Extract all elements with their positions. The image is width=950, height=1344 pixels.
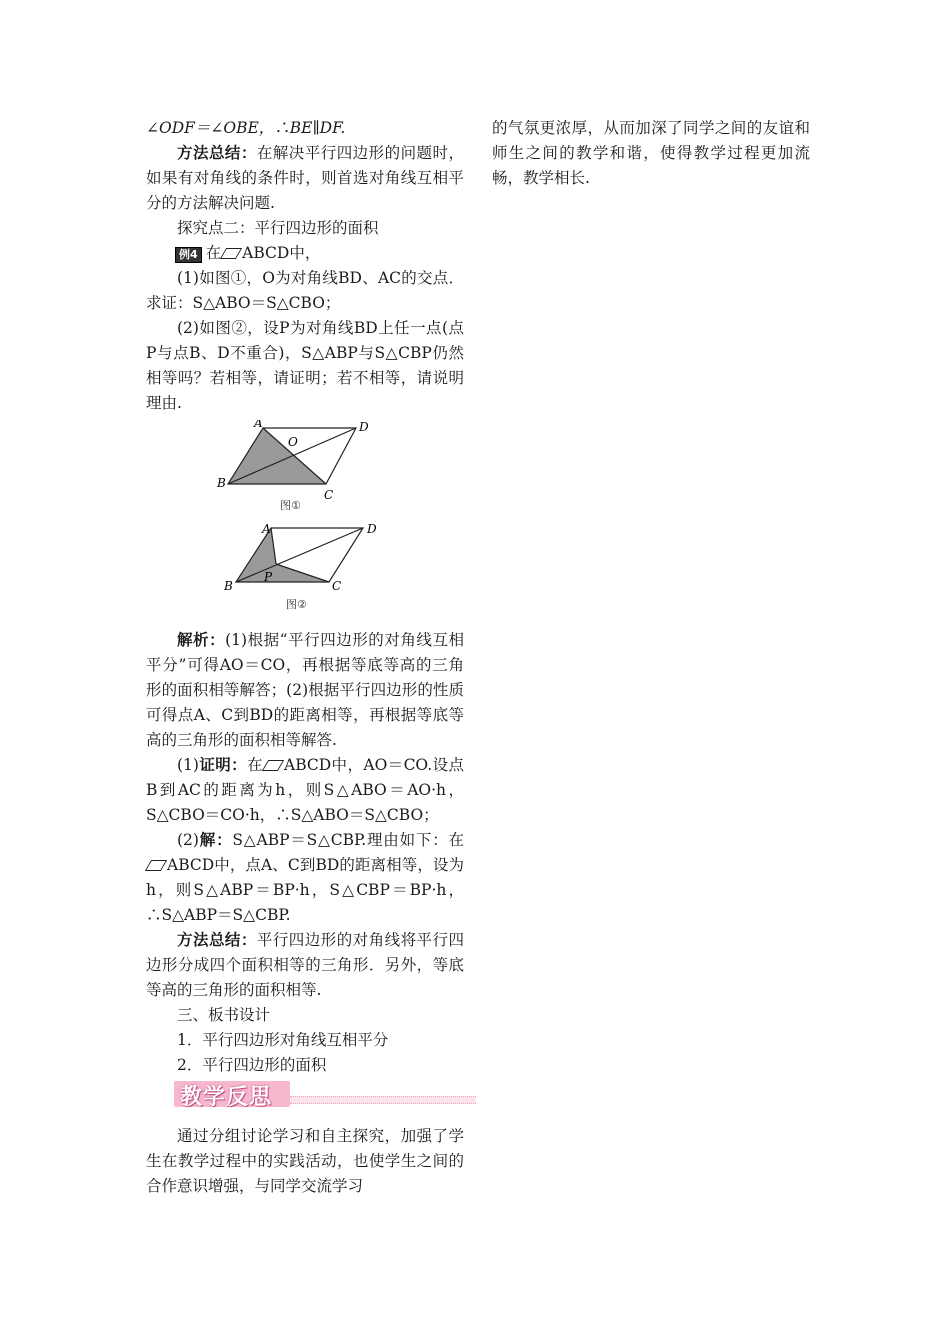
- figure-1: [146, 420, 464, 520]
- shaded-triangle-abc: [228, 428, 326, 484]
- label-b: B: [224, 579, 233, 593]
- reflection-banner: [146, 1080, 464, 1110]
- reflection-text: 通过分组讨论学习和自主探究，加强了学生在教学过程中的实践活动，也使学生之间的合作意识增强，与同学交流学习: [146, 1127, 464, 1195]
- method-text-2: 平行四边形的对角线将平行四边形分成四个面积相等的三角形．另外，等底等高的三角形的面积相等.: [146, 931, 464, 999]
- question-2: (2)如图②，设P为对角线BD上任一点(点P与点B、D不重合)，S△ABP与S△CBP仍然相等吗？若相等，请证明；若不相等，请说明理由.: [146, 319, 464, 412]
- section-heading: 探究点二：平行四边形的面积: [177, 219, 379, 237]
- solution-num: (2): [177, 831, 199, 849]
- example-badge: 例4: [175, 247, 202, 263]
- question-1: (1)如图①，O为对角线BD、AC的交点．求证：S△ABO＝S△CBO；: [146, 269, 464, 312]
- method-label-2: 方法总结：: [177, 931, 257, 949]
- solution-text-1: S△ABP＝S△CBP.理由如下：在: [232, 831, 464, 849]
- figure-2-diagram: [146, 524, 464, 620]
- banner-dots: [290, 1096, 476, 1104]
- proof-label: 证明：: [198, 756, 248, 774]
- right-column: [492, 116, 810, 191]
- proof-text: ABCD中，AO＝CO.设点B到AC的距离为h，则S△ABO＝AO·h，S△CBO＝CO·h，∴S△ABO＝S△CBO；: [146, 756, 464, 824]
- figure-2-caption: 图②: [286, 598, 307, 611]
- section-3-heading: 三、板书设计: [177, 1006, 271, 1024]
- solution-label: 解：: [198, 831, 233, 849]
- method-text: 在解决平行四边形的问题时，如果有对角线的条件时，则首选对角线互相平分的方法解决问题.: [146, 144, 464, 212]
- text-line: ∠ODF＝∠OBE，∴BE∥DF.: [146, 119, 346, 137]
- board-item-2: 2．平行四边形的面积: [177, 1056, 327, 1074]
- analysis-label: 解析：: [177, 631, 226, 649]
- label-d: D: [367, 524, 377, 536]
- example-intro-a: 在: [205, 244, 222, 262]
- label-c: C: [332, 579, 342, 593]
- parallelogram-icon: [220, 248, 242, 259]
- board-item-1: 1．平行四边形对角线互相平分: [177, 1031, 389, 1049]
- label-c: C: [324, 488, 334, 502]
- example-intro-b: ABCD中，: [242, 244, 321, 262]
- label-p: P: [264, 570, 273, 584]
- solution: [146, 828, 464, 928]
- figure-2: [146, 524, 464, 624]
- solution-text-2: ABCD中，点A、C到BD的距离相等，设为h，则S△ABP＝BP·h，S△CBP＝BP·h，∴S△ABP＝S△CBP.: [146, 856, 464, 924]
- proof-in: 在: [247, 756, 263, 774]
- label-a: A: [254, 420, 263, 430]
- figure-1-diagram: [146, 420, 464, 516]
- method-summary-2: [146, 928, 464, 1003]
- proof: [146, 753, 464, 828]
- method-summary: [146, 141, 464, 216]
- reflection-continued: 的气氛更浓厚，从而加深了同学之间的友谊和师生之间的教学和谐，使得教学过程更加流畅，教学相长.: [492, 119, 810, 187]
- left-column: [146, 116, 464, 1199]
- label-d: D: [359, 420, 369, 434]
- label-b: B: [217, 476, 226, 490]
- example-intro: [146, 241, 464, 266]
- parallelogram-icon: [145, 860, 167, 871]
- method-label: 方法总结：: [177, 144, 257, 162]
- figure-1-caption: 图①: [280, 499, 301, 512]
- proof-num: (1): [177, 756, 199, 774]
- parallelogram-icon: [262, 760, 284, 771]
- analysis-text: (1)根据“平行四边形的对角线互相平分”可得AO＝CO，再根据等底等高的三角形的面积相等解答；(2)根据平行四边形的性质可得点A、C到BD的距离相等，再根据等底等高的三角形的面积相等解答.: [146, 631, 464, 749]
- banner-title: 教学反思: [180, 1085, 273, 1110]
- label-a: A: [262, 524, 271, 536]
- analysis: [146, 628, 464, 753]
- label-o: O: [288, 435, 298, 449]
